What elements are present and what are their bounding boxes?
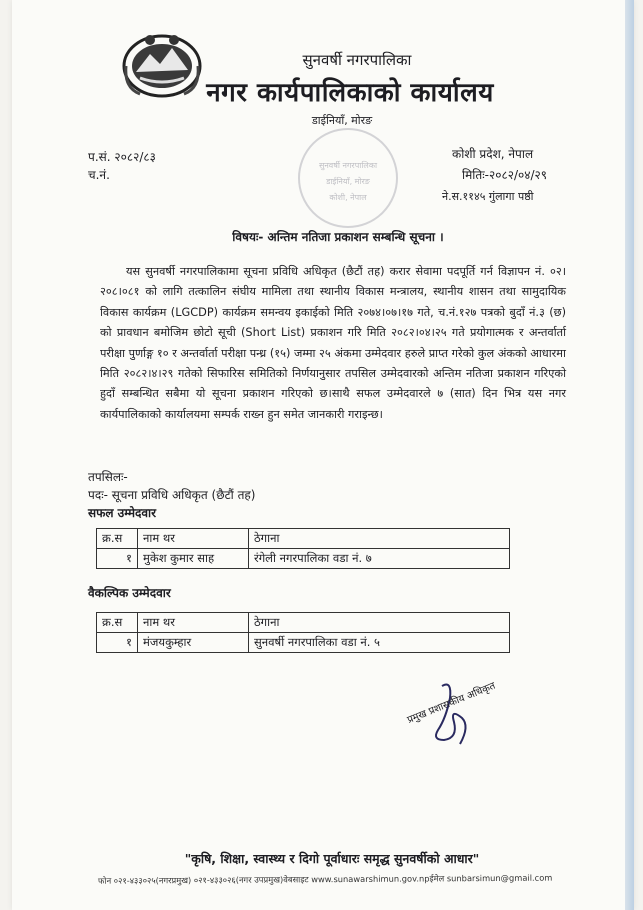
stamp-line-2: डाईनियाँ, मोरङ	[326, 177, 370, 186]
office-title: नगर कार्यपालिकाको कार्यालय	[206, 78, 494, 108]
subject-line: विषयः- अन्तिम नतिजा प्रकाशन सम्बन्धि सूचना ।	[232, 230, 444, 244]
date: मितिः-२०८२/०४/२९	[462, 168, 547, 182]
dispatch-number: च.नं.	[88, 168, 110, 182]
header-cell: नाम थर	[138, 613, 249, 633]
signatory-title: प्रमुख प्रशासकीय अधिकृत	[405, 680, 498, 726]
post-title: पदः- सूचना प्रविधि अधिकृत (छैटौं तह)	[88, 488, 256, 502]
table-header-row	[97, 529, 510, 549]
notice-body: यस सुनवर्षी नगरपालिकामा सूचना प्रविधि अधिकृत (छैटौं तह) करार सेवामा पदपूर्ति गर्न विज्ञापन नं. ०२।२०८।०८१ को लागि तत्कालिन संघीय मामिला तथा स्थानीय विकास मन्त्रालय, स्थानीय शासन तथा सामुदायिक विकास कार्यक्रम (LGCDP) कार्यक्रम समन्वय इकाईको मिति २०७४।०७।१७ गते, च.नं.१२७ पत्रको बुदाँ नं.३ (छ) को प्रावधान बमोजिम छोटो सूची (Short List) प्रकाशन गरि मिति २०८२।०४।२५ गते प्रयोगात्मक र अन्तर्वार्ता परीक्षा पुर्णाङ्ग १० र अन्तर्वार्ता परीक्षा पन्ध्र (१५) जम्मा २५ अंकमा उम्मेदवार हरुले प्राप्त गरेको कुल अंकको आधारमा मिति २०८२।४।२९ गतेको सिफारिस समितिको निर्णयानुसार तपसिल उम्मेदवारको अन्तिम नतिजा प्रकाशन गरिएको हुदाँ सम्बन्धित सबैमा यो सूचना प्रकाशन गरिएको छ।साथै सफल उम्मेदवारले ७ (सात) दिन भित्र यस नगर कार्यपालिकाको कार्यालयमा सम्पर्क राख्न हुन समेत जानकारी गराइन्छ।	[100, 265, 566, 421]
tapasil-label: तपसिलः-	[88, 470, 128, 484]
address-cell: रंगेली नगरपालिका वडा नं. ७	[249, 549, 510, 569]
header-cell: ठेगाना	[249, 529, 510, 549]
nepal-emblem-icon	[120, 28, 204, 100]
header-cell: क्र.स	[97, 613, 138, 633]
table-row	[97, 549, 510, 569]
stamp-line-1: सुनवर्षी नगरपालिका	[318, 161, 378, 170]
letter-number: प.सं. २०८२/८३	[88, 150, 156, 164]
serial-cell: १	[97, 549, 138, 569]
stamp-line-3: कोशी, नेपाल	[329, 193, 367, 202]
slogan: "कृषि, शिक्षा, स्वास्थ्य र दिगो पूर्वाधारः समृद्ध सुनवर्षीको आधार"	[184, 851, 480, 866]
province: कोशी प्रदेश, नेपाल	[452, 147, 534, 161]
header-cell: क्र.स	[97, 529, 138, 549]
nepal-sambat-date: ने.स.११४५ गुंलागा पष्ठी	[442, 190, 534, 203]
table-row	[97, 633, 510, 653]
table-header-row	[97, 613, 510, 633]
name-cell: मुकेश कुमार साह	[138, 549, 249, 569]
contact-footer: फोन ०२१-४३३०२५(नगरप्रमुख) ०२१-४३३०२६(नगर उपप्रमुख)वेबसाइट www.sunawarshimun.gov.npईमेल sunbarsimun@gmail.com	[97, 872, 553, 886]
office-location: डाईनियाँ, मोरङ	[311, 114, 373, 127]
successful-heading: सफल उम्मेदवार	[88, 506, 157, 520]
successful-table	[96, 528, 510, 569]
name-cell: मंजयकुम्हार	[138, 633, 249, 653]
alternate-table	[96, 612, 510, 653]
office-stamp	[298, 128, 398, 228]
municipality-name: सुनवर्षी नगरपालिका	[302, 51, 412, 69]
address-cell: सुनवर्षी नगरपालिका वडा नं. ५	[249, 633, 510, 653]
header-cell: नाम थर	[138, 529, 249, 549]
header-cell: ठेगाना	[249, 613, 510, 633]
document-page	[12, 0, 634, 910]
serial-cell: १	[97, 633, 138, 653]
alternate-heading: वैकल्पिक उम्मेदवार	[88, 586, 171, 600]
page-edge	[625, 0, 634, 910]
